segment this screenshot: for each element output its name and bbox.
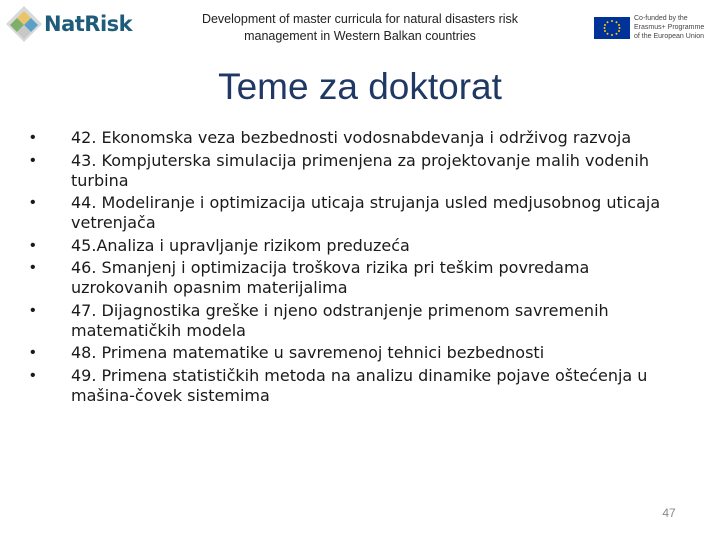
list-item-text: 49. Primena statističkih metoda na analizu dinamike pojave oštećenja u mašina-čovek sistemima: [71, 365, 648, 405]
bullet: •: [30, 194, 36, 211]
bullet: •: [30, 259, 36, 276]
list-item: [30, 366, 690, 406]
list-item: [30, 343, 690, 363]
eu-flag-icon: [594, 17, 630, 39]
natrisk-logo: [4, 4, 133, 44]
bullet: •: [30, 236, 36, 254]
topic-list: [30, 128, 690, 408]
bullet: •: [30, 344, 36, 361]
list-item: [30, 151, 690, 191]
eu-text-line1: Co-funded by the: [634, 15, 688, 22]
header-subtitle: [180, 11, 540, 45]
list-item-text: 48. Primena matematike u savremenoj tehnici bezbednosti: [71, 343, 545, 362]
slide-title: Teme za doktorat: [218, 66, 502, 107]
eu-text-line2: Erasmus+ Programme: [634, 24, 705, 31]
list-item: [30, 128, 690, 148]
list-item-text: 45.Analiza i upravljanje rizikom preduzeća: [71, 235, 410, 255]
logo-text: NatRisk: [44, 12, 133, 36]
list-item: [30, 301, 690, 341]
list-item-text: 42. Ekonomska veza bezbednosti vodosnabdevanja i održivog razvoja: [71, 128, 632, 147]
natrisk-emblem-icon: [4, 4, 44, 44]
bullet: •: [30, 151, 36, 169]
list-item: [30, 193, 690, 233]
list-item-text: 44. Modeliranje i optimizacija uticaja strujanja usled medjusobnog uticaja vetrenjača: [71, 193, 661, 232]
list-item-text: 46. Smanjenj i optimizacija troškova rizika pri teškim povredama uzrokovanih opasnim materijalima: [71, 258, 590, 297]
header-subtitle-line2: management in Western Balkan countries: [244, 29, 476, 43]
eu-text-line3: of the European Union: [634, 33, 705, 40]
page-number: 47: [662, 506, 676, 520]
header-subtitle-line1: Development of master curricula for natural disasters risk: [201, 12, 519, 26]
list-item: [30, 236, 690, 256]
list-item-text: 47. Dijagnostika greške i njeno odstranjenje primenom savremenih matematičkih modela: [71, 300, 609, 340]
bullet: •: [30, 129, 36, 146]
bullet: •: [30, 366, 36, 384]
list-item-text: 43. Kompjuterska simulacija primenjena za projektovanje malih vodenih turbina: [71, 150, 650, 190]
list-item: [30, 258, 690, 298]
eu-cofunded-text: [634, 14, 718, 41]
bullet: •: [30, 301, 36, 319]
